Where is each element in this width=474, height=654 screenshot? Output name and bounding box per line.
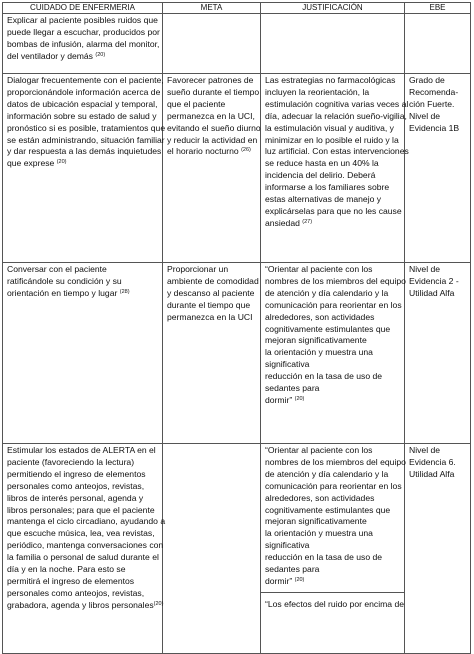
citation-ref: (20) bbox=[294, 576, 305, 583]
justificacion-block-extra: “Los efectos del ruido por encima de bbox=[265, 598, 405, 609]
cell-meta: Favorecer patrones de sueño durante el tiempo que el paciente permanezca en la UCI, evitando el sueño diurno y reducir la actividad en el horario nocturno $^{(26)}$ bbox=[163, 74, 261, 263]
header-ebe: EBE bbox=[405, 3, 471, 14]
table-row bbox=[3, 444, 471, 654]
cell-meta bbox=[163, 14, 261, 74]
cell-cuidado: Estimular los estados de ALERTA en el paciente (favoreciendo la lectura) permitiendo el ingreso de elementos personales como anteojos, revistas, libros de interés personal, agenda y libros personales; para que el paciente mantenga el ciclo circadiano, ayudando a que escuche música, lea, vea revistas, periódico, mantenga conversaciones con la familia o personal de salud durante el día y en la noche. Para esto se permitirá el ingreso de elementos personales como anteojos, revistas, grabadora, agenda y libros personales$^{(20)}$ bbox=[3, 444, 163, 654]
cell-ebe: Grado de Recomenda- ción Fuerte. Nivel de Evidencia 1B bbox=[405, 74, 471, 263]
header-cuidado: CUIDADO DE ENFERMERIA bbox=[3, 3, 163, 14]
cell-cuidado: Explicar al paciente posibles ruidos que puede llegar a escuchar, producidos por bombas de infusión, alarma del monitor, del ventilador y demás $^{(20)}$ bbox=[3, 14, 163, 74]
citation-ref: (27) bbox=[302, 218, 313, 225]
justificacion-block: “Orientar al paciente con los nombres de los miembros del equipo de atención y día calendario y la comunicación para reorientar en los alrededores, son actividades cognitivamente estimulantes que mejoran significativamente la orientación y muestra una significativa reducción en la tasa de uso de sedantes para dormir” $^{(20)}$ bbox=[261, 444, 404, 593]
care-plan-table bbox=[2, 2, 471, 654]
citation-ref: (20) bbox=[294, 395, 305, 402]
table-row bbox=[3, 74, 471, 263]
citation-ref: (20) bbox=[95, 51, 106, 58]
cell-justificacion: “Orientar al paciente con los nombres de los miembros del equipo de atención y día calendario y la comunicación para reorientar en los alrededores, son actividades cognitivamente estimulantes que mejoran significativamente la orientación y muestra una significativa reducción en la tasa de uso de sedantes para dormir” $^{(20)}$ bbox=[261, 263, 405, 444]
table-row bbox=[3, 263, 471, 444]
cell-ebe: Nivel de Evidencia 6. Utilidad Alfa bbox=[405, 444, 471, 654]
cell-meta: Proporcionar un ambiente de comodidad y descanso al paciente durante el tiempo que permanezca en la UCI bbox=[163, 263, 261, 444]
table-header-row bbox=[3, 3, 471, 14]
cell-ebe: Nivel de Evidencia 2 - Utilidad Alfa bbox=[405, 263, 471, 444]
citation-ref: (26) bbox=[241, 147, 251, 154]
cell-justificacion: Las estrategias no farmacológicas incluyen la reorientación, la estimulación cognitiva varias veces al día, adecuar la relación sueño-vigilia, la estimulación visual y auditiva, y minimizar en lo posible el ruido y la luz artificial. Con estas intervenciones se reduce hasta en un 40% la incidencia del delirio. Deberá informarse a los familiares sobre estas alternativas de manejo y explicárselas para que no les cause ansiedad $^{(27)}$ bbox=[261, 74, 405, 263]
citation-ref: (28) bbox=[119, 288, 130, 295]
cell-justificacion bbox=[261, 14, 405, 74]
cell-meta bbox=[163, 444, 261, 654]
header-meta: META bbox=[163, 3, 261, 14]
cell-cuidado: Dialogar frecuentemente con el paciente, proporcionándole información acerca de datos de ubicación espacial y temporal, información sobre su estado de salud y pronóstico si es posible, tratamientos que se están administrando, situación familiar y dar respuesta a las demás inquietudes que exprese $^{(20)}$ bbox=[3, 74, 163, 263]
table-row bbox=[3, 14, 471, 74]
citation-ref: (20) bbox=[153, 600, 164, 607]
citation-ref: (20) bbox=[56, 159, 67, 166]
cell-cuidado: Conversar con el paciente ratificándole su condición y su orientación en tiempo y lugar $^{(28)}$ bbox=[3, 263, 163, 444]
header-justificacion: JUSTIFICACIÓN bbox=[261, 3, 405, 14]
cell-justificacion bbox=[261, 444, 405, 654]
cell-ebe bbox=[405, 14, 471, 74]
